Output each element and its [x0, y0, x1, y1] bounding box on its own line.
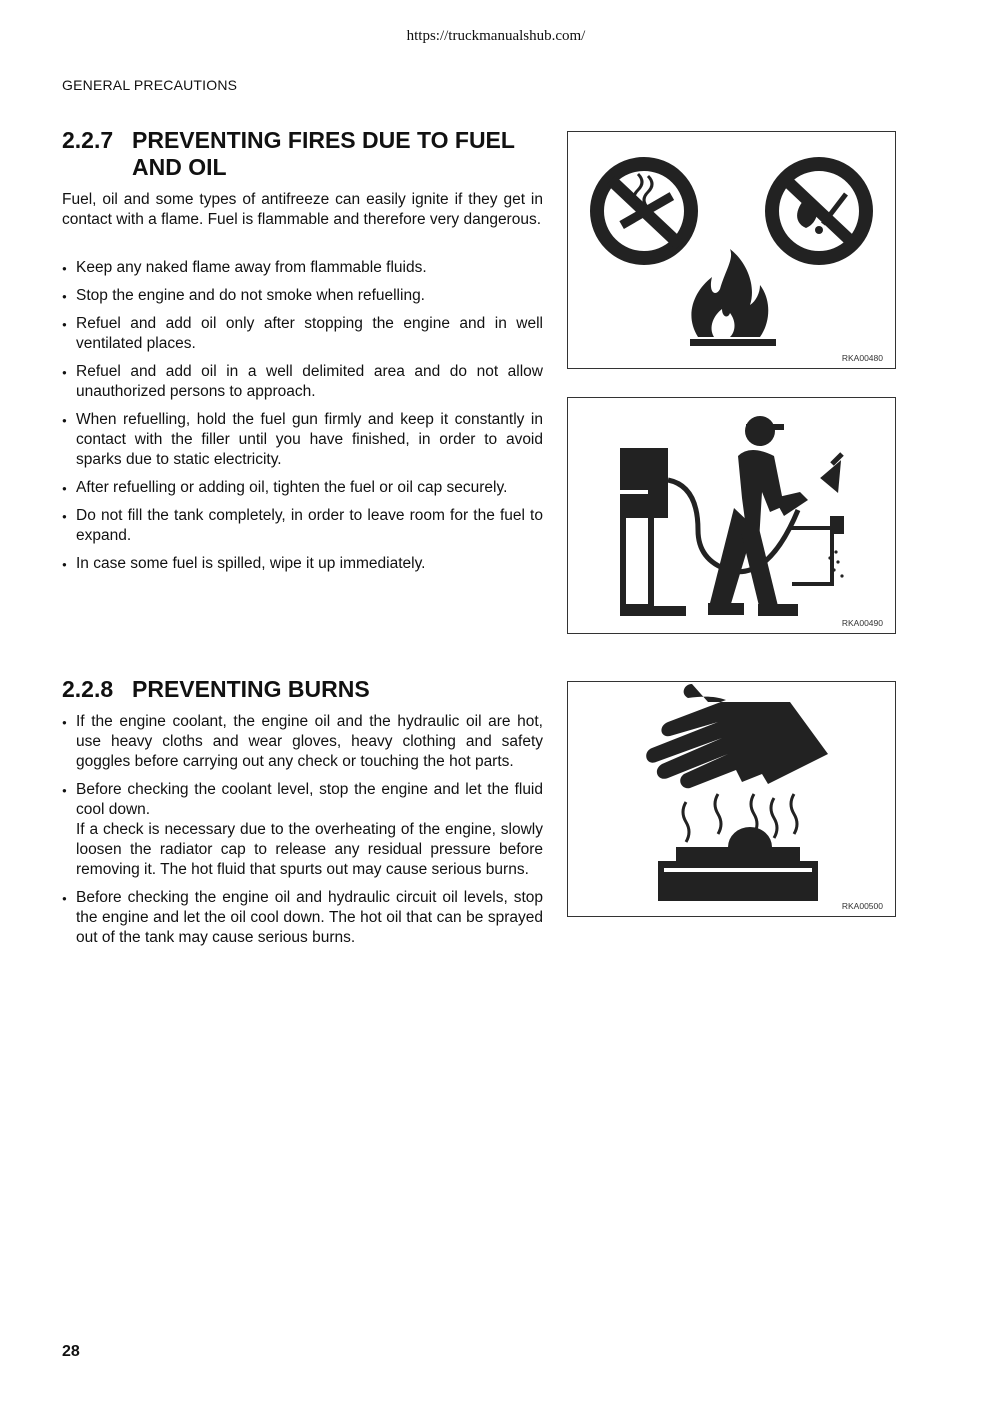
list-item-text: Before checking the engine oil and hydraulic circuit oil levels, stop the engine and let the oil cool down. The hot oil that can be sprayed out of the tank may cause serious burns. [76, 889, 543, 946]
list-item [62, 888, 543, 948]
section-number: 2.2.7 [62, 127, 114, 153]
worker-refuelling-icon [708, 416, 844, 616]
figure-burn-hazard [567, 681, 896, 917]
list-item: ● Stop the engine and do not smoke when refuelling. [62, 286, 543, 306]
figure-code: RKA00480 [841, 353, 883, 363]
no-smoking-icon [597, 164, 691, 258]
burn-precautions-list [62, 712, 543, 956]
list-item: ● Do not fill the tank completely, in order to leave room for the fuel to expand. [62, 506, 543, 546]
list-item: ● When refuelling, hold the fuel gun firmly and keep it constantly in contact with the filler until you have finished, in order to avoid sparks due to static electricity. [62, 410, 543, 470]
list-item-continuation: If a check is necessary due to the overheating of the engine, slowly loosen the radiator cap to release any residual pressure before removing it. The hot fluid that spurts out may cause serious burns. [76, 821, 543, 878]
figure-refuelling [567, 397, 896, 634]
list-item: ● Refuel and add oil only after stopping the engine and in well ventilated places. [62, 314, 543, 354]
source-url: https://truckmanualshub.com/ [406, 28, 586, 44]
figure-code: RKA00500 [841, 901, 883, 911]
section-title-fires [62, 127, 543, 181]
figure-code: RKA00490 [841, 618, 883, 628]
fire-precautions-list [62, 258, 543, 582]
section-heading: PREVENTING BURNS [132, 676, 370, 702]
figure-fire-hazard [567, 131, 896, 369]
list-item: ● Refuel and add oil in a well delimited area and do not allow unauthorized persons to approach. [62, 362, 543, 402]
section-title-burns [62, 676, 543, 703]
running-header: GENERAL PRECAUTIONS [62, 77, 238, 93]
intro-paragraph: Fuel, oil and some types of antifreeze can easily ignite if they get in contact with a flame. Fuel is flammable and therefore very dangerous. [62, 191, 543, 228]
list-item: ● After refuelling or adding oil, tighten the fuel or oil cap securely. [62, 478, 543, 498]
section-heading: PREVENTING FIRES DUE TO FUEL AND OIL [132, 127, 515, 180]
list-item-text: Before checking the coolant level, stop the engine and let the fluid cool down. [76, 781, 543, 818]
section-number: 2.2.8 [62, 676, 114, 702]
page-number: 28 [62, 1343, 80, 1360]
hand-icon [646, 684, 828, 788]
list-item: ● In case some fuel is spilled, wipe it up immediately. [62, 554, 543, 574]
flame-icon [690, 249, 776, 346]
hot-surface-icon [658, 794, 818, 901]
list-item: ● Keep any naked flame away from flammable fluids. [62, 258, 543, 278]
list-item-text: If the engine coolant, the engine oil and the hydraulic oil are hot, use heavy cloths and wear gloves, heavy clothing and safety goggles before carrying out any check or touching the hot parts. [76, 713, 543, 770]
list-item [62, 780, 543, 880]
no-open-flame-icon [772, 164, 866, 258]
list-item [62, 712, 543, 772]
